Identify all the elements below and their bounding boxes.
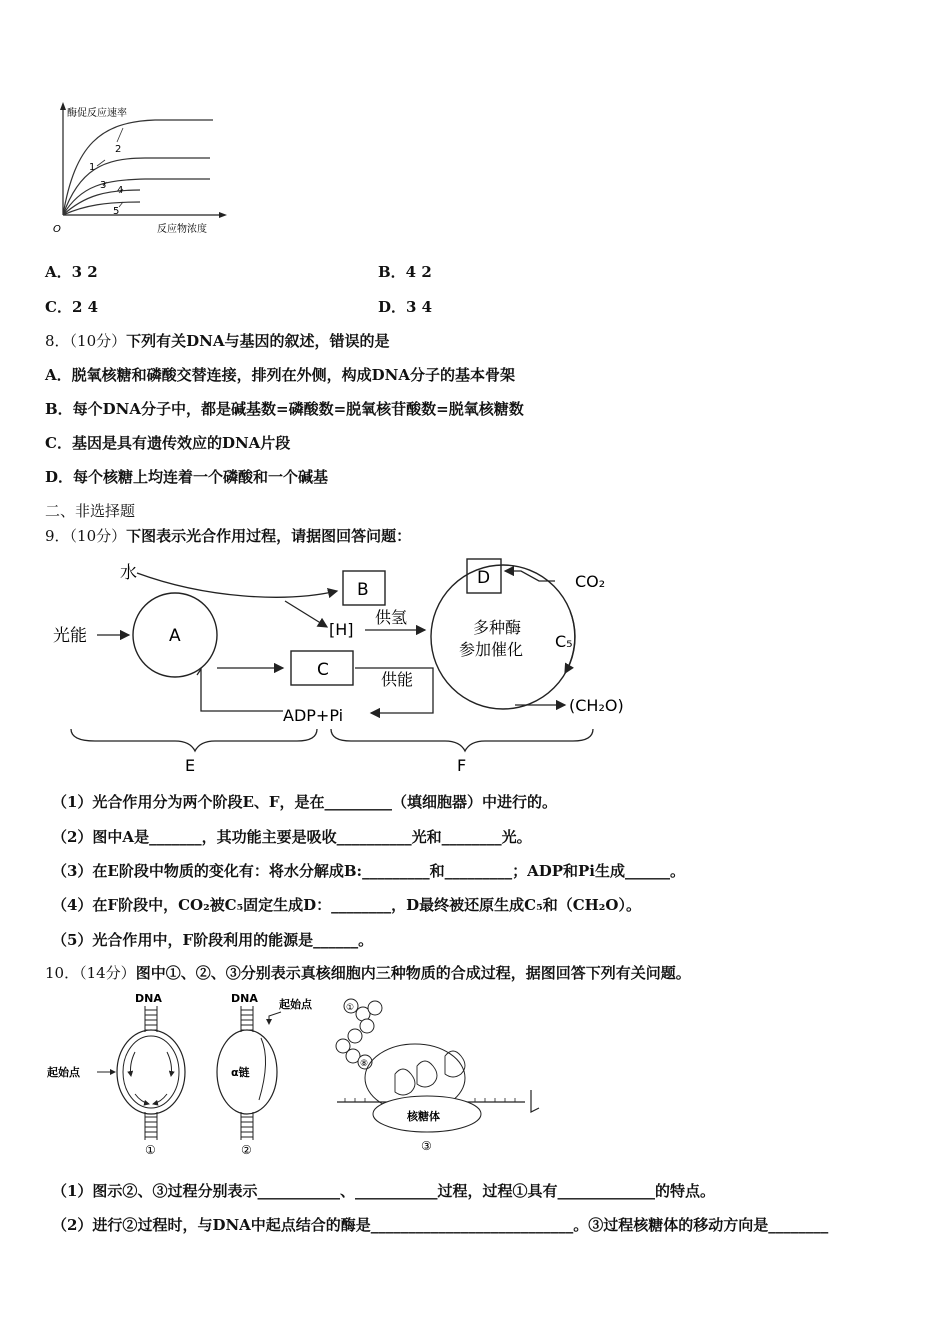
curve-label-2: 2: [115, 144, 122, 155]
curve-5: [63, 202, 140, 215]
q8-option-d: D．每个核糖上均连着一个磷酸和一个碱基: [45, 468, 329, 486]
label-C: C: [317, 660, 329, 680]
q8-number: 8．（10分）: [45, 332, 127, 350]
q9-number: 9．（10分）: [45, 527, 127, 545]
label-A: A: [169, 626, 181, 646]
dna-ladder-top-2: [241, 1006, 253, 1032]
curve-label-4: 4: [117, 185, 124, 196]
ch2o-label: (CH₂O): [569, 696, 624, 715]
trna-1: [395, 1069, 415, 1095]
label-H: [H]: [329, 620, 354, 639]
curve-label-3: 3: [100, 180, 107, 191]
co2-arrow: [505, 571, 555, 581]
curve-label-1: 1: [89, 162, 96, 173]
light-label: 光能: [53, 626, 87, 646]
enzyme-label-1: 多种酶: [473, 618, 522, 637]
alpha-chain-label: α链: [231, 1066, 250, 1079]
q9-part5: （5）光合作用中，F阶段利用的能源是______。: [52, 931, 374, 949]
q9-part3: （3）在E阶段中物质的变化有：将水分解成B:_________和_________；ADP和Pi生成______。: [52, 862, 685, 880]
q10-part2: （2）进行②过程时，与DNA中起点结合的酶是___________________________。③过程核糖体的移动方向是________: [52, 1216, 829, 1234]
curve-3: [63, 179, 210, 215]
leader-2: [117, 128, 123, 142]
photosynthesis-diagram: [45, 553, 665, 775]
origin-label-right: 起始点: [279, 998, 312, 1011]
origin-label-left: 起始点: [47, 1066, 80, 1079]
q9-part1: （1）光合作用分为两个阶段E、F，是在_________（填细胞器）中进行的。: [52, 793, 558, 811]
water-arrow-to-H: [285, 601, 327, 627]
enzyme-label-2: 参加催化: [459, 640, 524, 659]
y-axis-arrow: [60, 102, 66, 110]
adp-to-atp-path: [197, 669, 283, 711]
q9-heading: [45, 525, 411, 546]
dna-ladder-bottom-1: [145, 1112, 157, 1140]
replication-fork-arrow-2: [167, 1052, 172, 1076]
dna-label-1: DNA: [135, 992, 162, 1005]
chart-xlabel: 反应物浓度: [157, 224, 207, 235]
label-E: E: [185, 756, 196, 775]
q10-number: 10．（14分）: [45, 964, 136, 982]
c5-label: C₅: [555, 632, 573, 651]
x-axis-arrow: [219, 212, 227, 218]
supply-hydrogen-label: 供氢: [375, 608, 408, 627]
chart-origin: O: [53, 224, 61, 235]
adp-label: ADP+Pi: [283, 706, 344, 725]
trna-2: [417, 1061, 437, 1087]
dna-label-2: DNA: [231, 992, 258, 1005]
replication-bubble: [117, 1030, 185, 1114]
curve-1: [63, 158, 210, 215]
q8-option-b: B．每个DNA分子中，都是碱基数=磷酸数=脱氧核苷酸数=脱氧核糖数: [45, 400, 524, 418]
process-number-1: ①: [145, 1143, 156, 1157]
supply-energy-label: 供能: [381, 670, 414, 689]
replication-bubble-inner: [123, 1036, 179, 1108]
q7-option-b: B．4 2: [378, 263, 432, 281]
q10-part1: （1）图示②、③过程分别表示___________、___________过程，过程①具有_____________的特点。: [52, 1182, 715, 1200]
dna-synthesis-diagram: [45, 990, 555, 1160]
replication-fork-arrow-3: [135, 1094, 149, 1104]
co2-label: CO₂: [575, 572, 606, 591]
curve-label-5: 5: [113, 206, 120, 217]
alpha-strand: [259, 1038, 266, 1100]
label-B: B: [357, 580, 369, 600]
replication-fork-arrow-4: [153, 1094, 167, 1104]
dna-ladder-bottom-2: [241, 1112, 253, 1140]
ribosome-label: 核糖体: [407, 1110, 440, 1123]
process-number-2: ②: [241, 1143, 252, 1157]
replication-fork-arrow-1: [131, 1052, 136, 1076]
label-F: F: [457, 756, 467, 775]
q10-stem: 图中①、②、③分别表示真核细胞内三种物质的合成过程，据图回答下列有关问题。: [135, 964, 691, 982]
calvin-cycle-circle: [431, 565, 575, 709]
q8-stem: 下列有关DNA与基因的叙述，错误的是: [126, 332, 390, 350]
q9-part2: （2）图中A是_______，其功能主要是吸收__________光和________光。: [52, 828, 532, 846]
q7-option-c: C．2 4: [45, 298, 99, 316]
enzyme-rate-chart: [45, 100, 235, 240]
label-D: D: [477, 568, 491, 588]
section-heading: 二、非选择题: [45, 502, 136, 520]
curve-2: [63, 120, 213, 215]
q7-option-d: D．3 4: [378, 298, 433, 316]
amino-acid-chain: [336, 999, 382, 1069]
amino-label-8: ⑧: [360, 1059, 369, 1069]
chart-ylabel: 酶促反应速率: [67, 108, 127, 119]
trna-free: [445, 1051, 465, 1077]
process-number-3: ③: [421, 1139, 432, 1153]
q8-option-a: A．脱氧核糖和磷酸交替连接，排列在外侧，构成DNA分子的基本骨架: [45, 366, 515, 384]
mrna-end-mark: [531, 1090, 539, 1112]
q10-heading: [45, 962, 691, 983]
brace-E: [71, 729, 317, 751]
q7-option-a: A．3 2: [45, 263, 98, 281]
amino-label-1: ①: [346, 1003, 355, 1013]
water-label: 水: [120, 563, 137, 583]
q8-option-c: C．基因是具有遗传效应的DNA片段: [45, 434, 291, 452]
brace-F: [331, 729, 593, 751]
q9-part4: （4）在F阶段中，CO₂被C₅固定生成D：________，D最终被还原生成C₅和（CH₂O）。: [52, 896, 641, 914]
dna-ladder-top-1: [145, 1006, 157, 1032]
origin-arrow-right: [269, 1012, 281, 1024]
q8-heading: [45, 330, 390, 351]
q9-stem: 下图表示光合作用过程，请据图回答问题：: [126, 527, 412, 545]
